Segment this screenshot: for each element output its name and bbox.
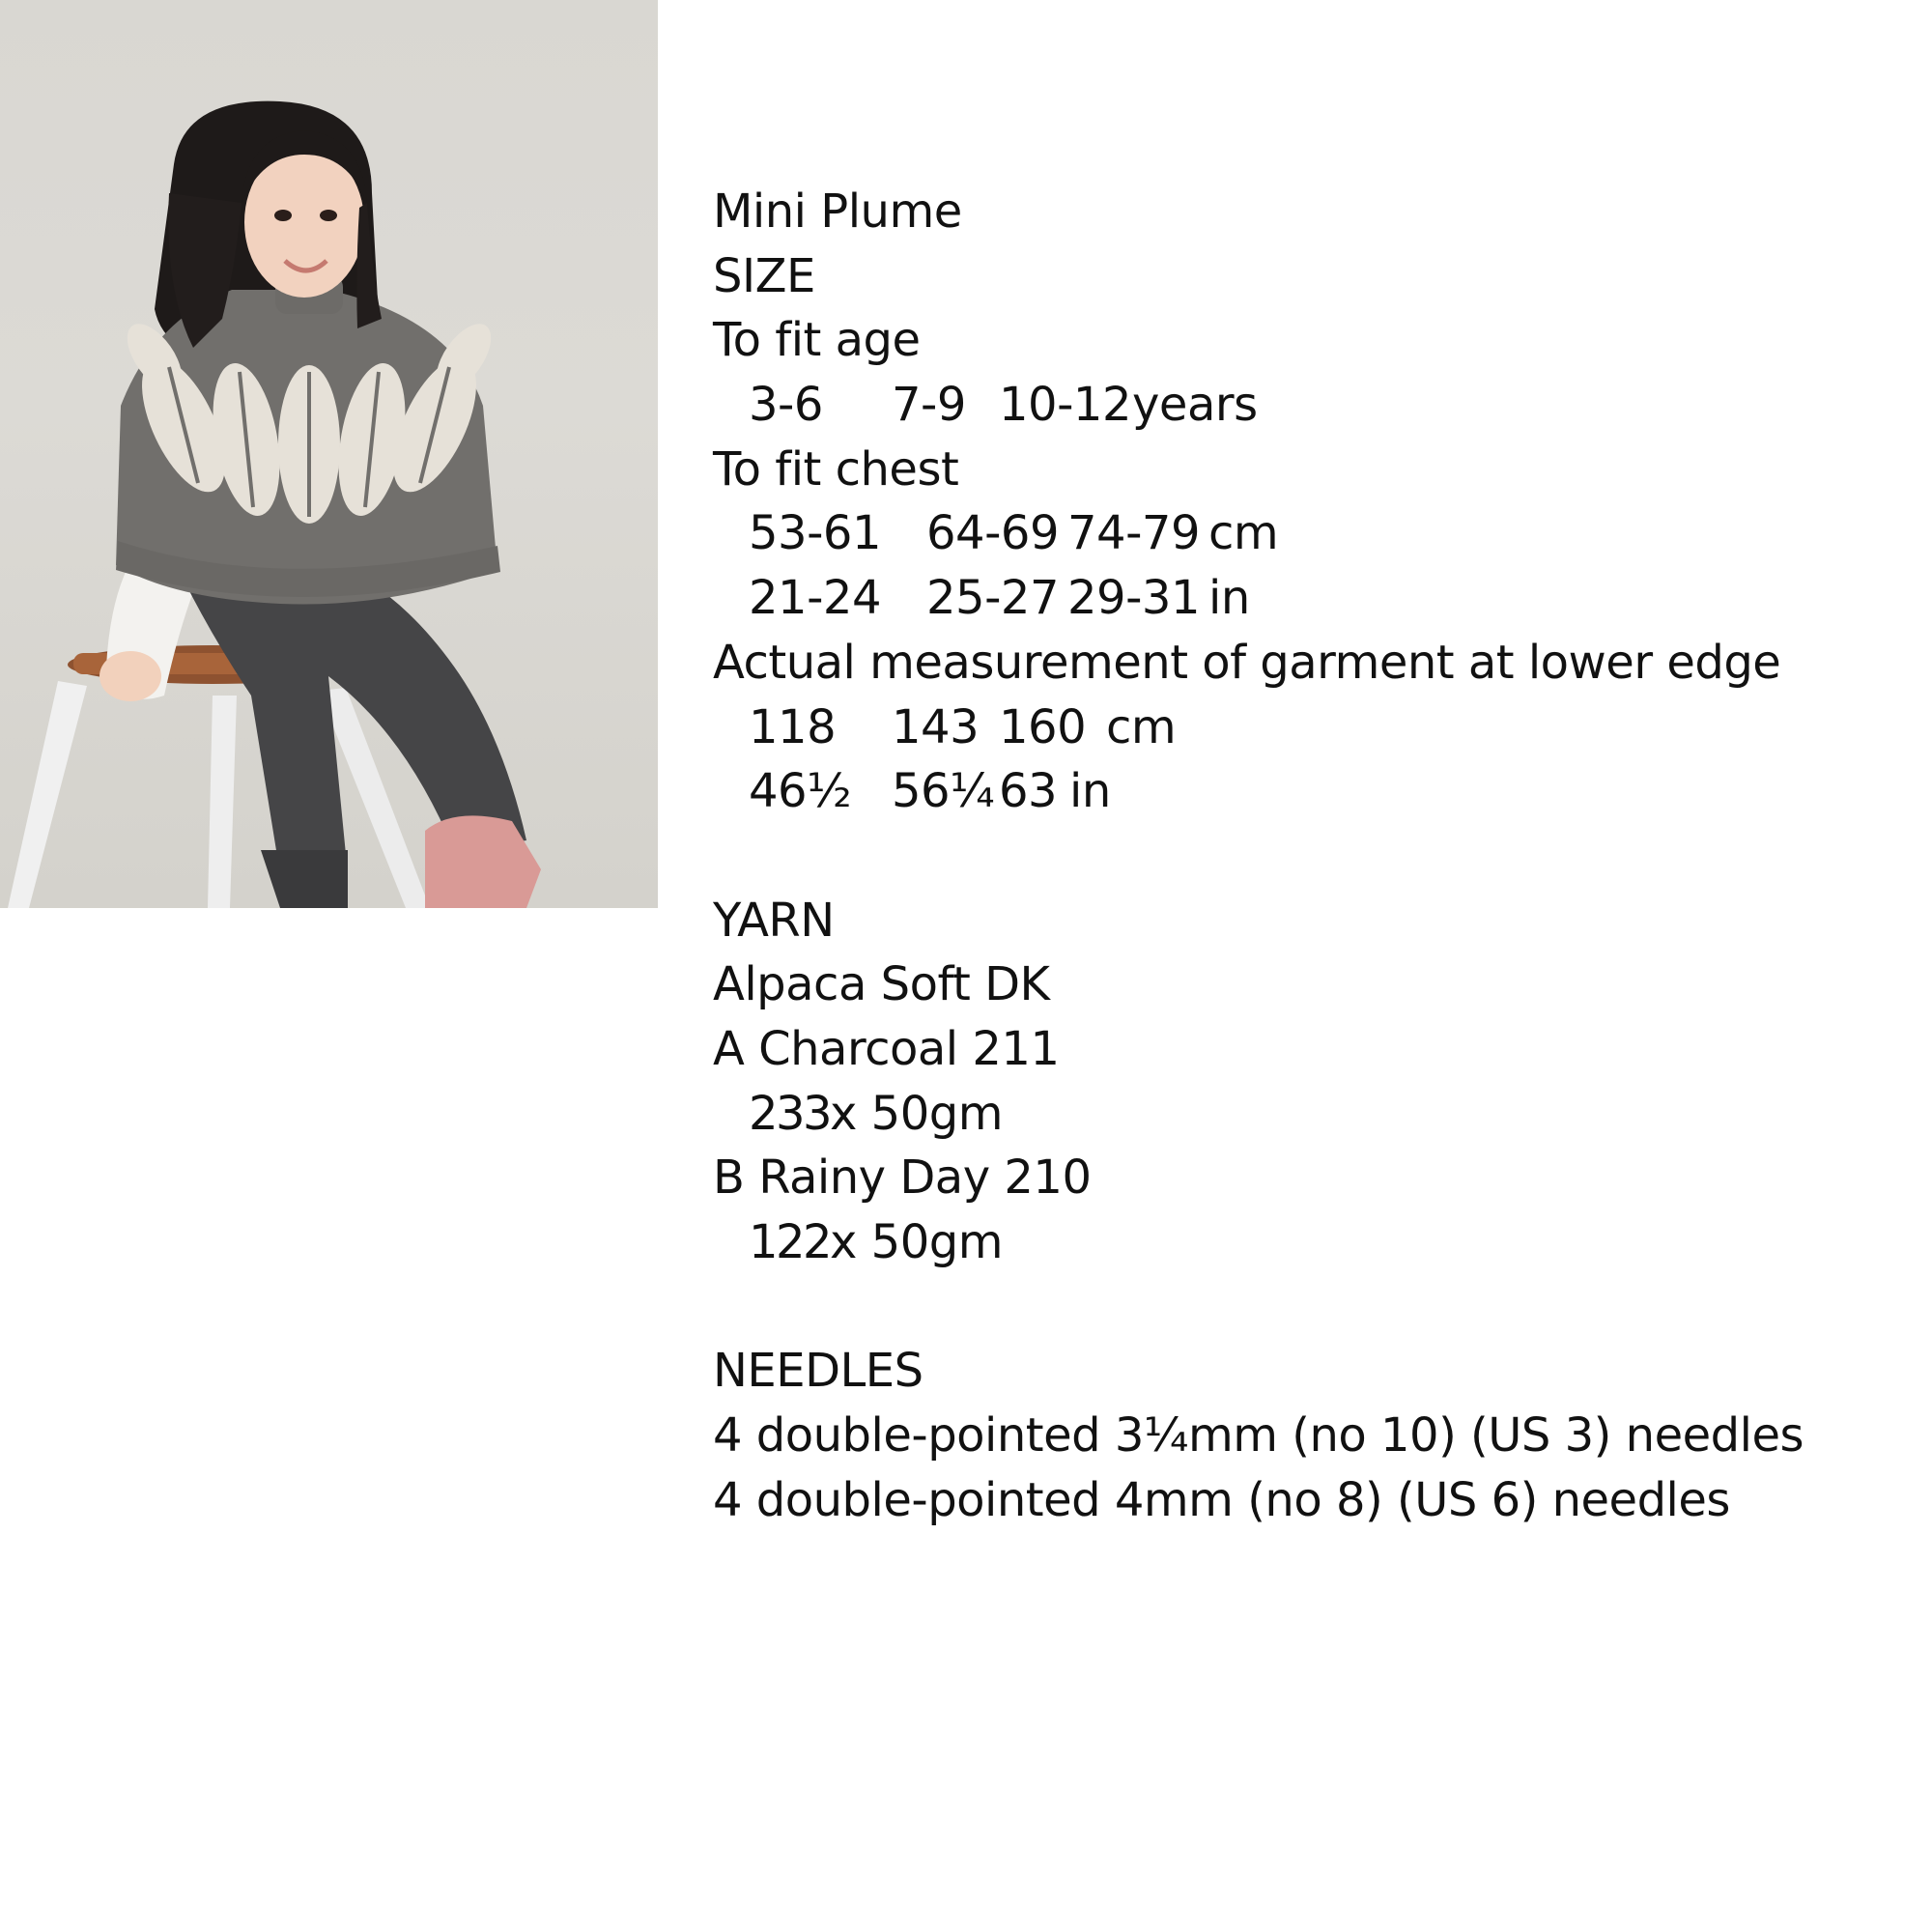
yarn-a-qty: 3	[803, 1086, 833, 1141]
yarn-b-quantity-row	[713, 1210, 1901, 1275]
yarn-name: Alpaca Soft DK	[713, 957, 1050, 1012]
actual-cm-row	[713, 696, 1901, 760]
pattern-title: Mini Plume	[713, 185, 962, 239]
actual-cm-value: 160	[999, 699, 1087, 754]
pattern-details	[713, 180, 1901, 1532]
chest-cm-row	[713, 501, 1901, 566]
yarn-b-qty: 2	[776, 1215, 806, 1269]
actual-in-value: 63	[999, 764, 1058, 819]
age-value: 10-12	[999, 378, 1131, 433]
chest-cm-value: 74-79	[1067, 506, 1200, 561]
actual-in-value: 56¼	[892, 764, 995, 819]
chest-label: To fit chest	[713, 441, 959, 497]
yarn-b-unit: x 50gm	[830, 1215, 1003, 1269]
actual-in-row	[713, 759, 1901, 824]
age-values-row	[713, 373, 1901, 438]
age-unit: years	[1132, 378, 1258, 433]
age-value: 7-9	[892, 378, 966, 433]
chest-cm-value: 53-61	[749, 506, 881, 561]
yarn-heading: YARN	[713, 893, 835, 948]
needles-line-1: 4 double-pointed 3¼mm (no 10) (US 3) needles	[713, 1408, 1804, 1463]
yarn-b-qty: 2	[803, 1215, 833, 1269]
yarn-b-qty: 1	[749, 1215, 779, 1269]
chest-in-row	[713, 566, 1901, 631]
age-label: To fit age	[713, 313, 921, 368]
chest-in-value: 25-27	[926, 571, 1059, 626]
actual-in-value: 46½	[749, 764, 852, 819]
yarn-a-unit: x 50gm	[830, 1086, 1003, 1141]
actual-cm-value: 118	[749, 699, 837, 754]
chest-in-unit: in	[1208, 571, 1250, 626]
age-value: 3-6	[749, 378, 823, 433]
chest-cm-unit: cm	[1208, 506, 1279, 561]
chest-in-value: 21-24	[749, 571, 881, 626]
needles-line-2: 4 double-pointed 4mm (no 8) (US 6) needles	[713, 1472, 1730, 1527]
needles-heading: NEEDLES	[713, 1344, 923, 1399]
size-heading: SIZE	[713, 248, 815, 303]
yarn-a-quantity-row	[713, 1082, 1901, 1147]
actual-in-unit: in	[1069, 764, 1111, 819]
yarn-a-label: A Charcoal 211	[713, 1021, 1060, 1076]
product-photo	[0, 0, 658, 908]
chest-cm-value: 64-69	[926, 506, 1059, 561]
chest-in-value: 29-31	[1067, 571, 1200, 626]
actual-cm-unit: cm	[1106, 699, 1177, 754]
child-in-knitted-poncho-photo	[0, 0, 658, 908]
yarn-b-label: B Rainy Day 210	[713, 1151, 1092, 1206]
yarn-a-qty: 3	[776, 1086, 806, 1141]
actual-measurement-label: Actual measurement of garment at lower edge	[713, 635, 1781, 690]
yarn-a-qty: 2	[749, 1086, 779, 1141]
actual-cm-value: 143	[892, 699, 980, 754]
